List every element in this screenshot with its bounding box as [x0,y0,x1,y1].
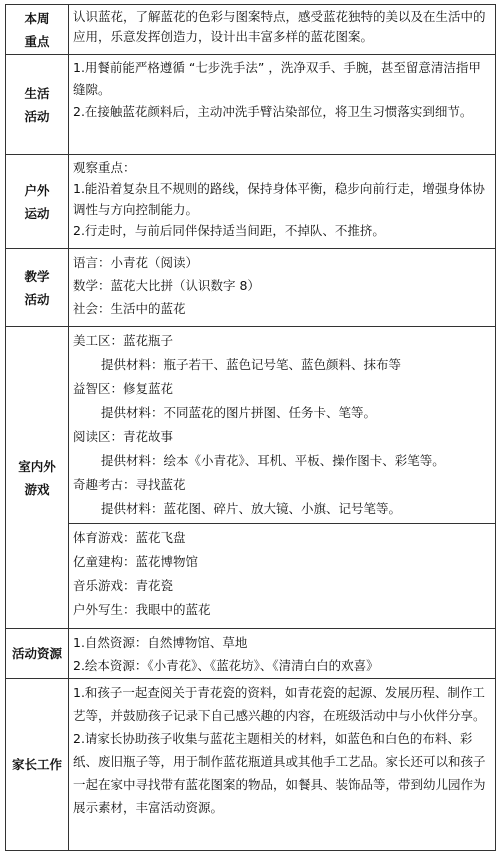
content-line: 1.用餐前能严格遵循 “七步洗手法” ，洗净双手、手腕，甚至留意清洁指甲缝隙。 [73,60,481,97]
area-materials: 提供材料：绘本《小青花》、耳机、平板、操作图卡、彩笔等。 [101,453,445,468]
outdoor-game: 音乐游戏：青花瓷 [73,578,174,593]
outdoor-game: 亿童建构：蓝花博物馆 [73,554,199,569]
label-line: 户外 [24,182,50,198]
content-line: 1.能沿着复杂且不规则的路线，保持身体平衡，稳步向前行走，增强身体协调性与方向控制能力。 [73,181,485,217]
area-title: 美工区：蓝花瓶子 [73,333,174,348]
row-content [69,249,496,327]
area-title: 益智区：修复蓝花 [73,381,174,396]
content-line: 2.绘本资源：《小青花》、《蓝花坊》、《清清白白的欢喜》 [73,658,379,673]
label-line: 室内外 [18,458,56,474]
label-line: 运动 [24,205,50,221]
row-label [6,155,69,249]
row-parent-work [6,679,496,851]
row-content [69,679,496,851]
label-line: 游戏 [24,481,50,497]
row-label [6,629,69,679]
content-line: 1.和孩子一起查阅关于青花瓷的资料，如青花瓷的起源、发展历程、制作工艺等，并鼓励孩子记录下自己感兴趣的内容，在班级活动中与小伙伴分享。 [73,685,486,723]
row-outdoor-exercise [6,155,496,249]
content-line: 观察重点： [73,160,136,175]
outdoor-game: 体育游戏：蓝花飞盘 [73,530,186,545]
content-line: 认识蓝花，了解蓝花的色彩与图案特点，感受蓝花独特的美以及在生活中的应用，乐意发挥创造力，设计出丰富多样的蓝花图案。 [73,9,486,44]
label-line: 活动 [24,291,50,307]
label-line: 活动 [24,108,50,124]
area-materials: 提供材料：蓝花图、碎片、放大镜、小旗、记号笔等。 [101,501,402,516]
content-line: 2.行走时，与前后同伴保持适当间距，不掉队、不推挤。 [73,223,385,238]
area-materials: 提供材料：不同蓝花的图片拼图、任务卡、笔等。 [101,405,377,420]
content-line: 2.请家长协助孩子收集与蓝花主题相关的材料，如蓝色和白色的布料、彩纸、废旧瓶子等，用于制作蓝花瓶道具或其他手工艺品。家长还可以和孩子一起在家中寻找带有蓝花图案的物品，如餐具、装饰品等，带到幼儿园作为展示素材，丰富活动资源。 [73,731,486,815]
row-games [6,327,496,629]
row-content [69,55,496,155]
row-label [6,327,69,629]
row-label [6,5,69,55]
label-line: 教学 [24,268,50,284]
row-label [6,249,69,327]
outdoor-game: 户外写生：我眼中的蓝花 [73,602,211,617]
label-line: 本周 [24,10,50,26]
weekly-plan-table [5,4,496,851]
label-line: 家长工作 [11,757,62,772]
content-line: 1.自然资源：自然博物馆、草地 [73,635,248,650]
content-line: 数学：蓝花大比拼（认识数字 8） [73,278,260,293]
row-content [69,629,496,679]
label-line: 活动资源 [11,646,62,661]
row-content [69,5,496,55]
row-weekly-focus [6,5,496,55]
row-content [69,155,496,249]
row-label [6,55,69,155]
content-line: 语言：小青花（阅读） [73,255,199,270]
row-teaching-activity [6,249,496,327]
area-materials: 提供材料：瓶子若干、蓝色记号笔、蓝色颜料、抹布等 [101,357,402,372]
area-title: 阅读区：青花故事 [73,429,174,444]
area-title: 奇趣考古：寻找蓝花 [73,477,186,492]
row-resources [6,629,496,679]
row-label [6,679,69,851]
content-line: 社会：生活中的蓝花 [73,301,186,316]
row-content [69,327,496,629]
label-line: 重点 [24,33,50,49]
row-life-activity [6,55,496,155]
content-line: 2.在接触蓝花颜料后，主动冲洗手臂沾染部位，将卫生习惯落实到细节。 [73,104,473,119]
label-line: 生活 [24,85,50,101]
